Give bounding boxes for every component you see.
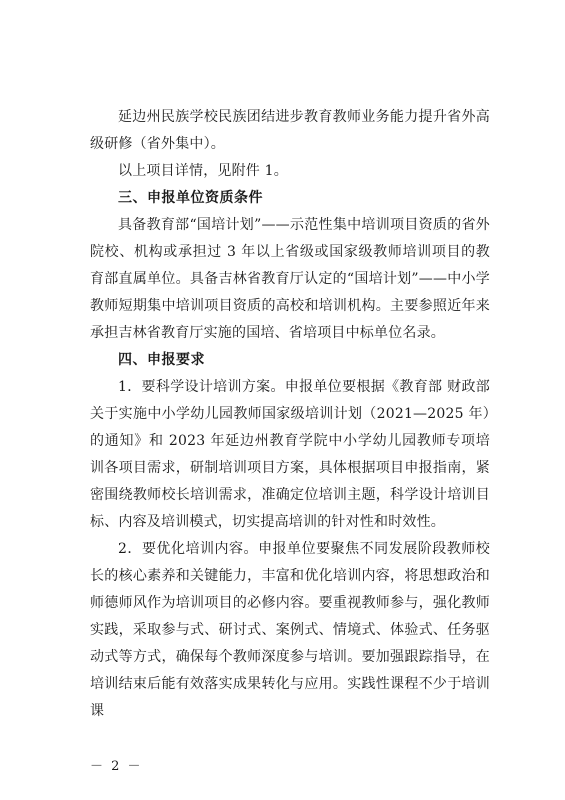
paragraph-attachment-note: 以上项目详情，见附件 1。 — [118, 163, 288, 179]
paragraph-research-item: 延边州民族学校民族团结进步教育教师业务能力提升省外高级研修（省外集中）。 — [90, 109, 490, 152]
section-heading-qualifications: 三、申报单位资质条件 — [118, 190, 263, 206]
page-number: － 2 － — [90, 759, 143, 774]
section-heading-requirements: 四、申报要求 — [118, 352, 205, 368]
document-body — [90, 104, 490, 725]
paragraph-requirement-2: 2．要优化培训内容。申报单位要聚焦不同发展阶段教师校长的核心素养和关键能力，丰富和优化培训内容，将思想政治和师德师风作为培训项目的必修内容。要重视教师参与，强化教师实践，采取参与式、研讨式、案例式、情境式、体验式、任务驱动式等方式，确保每个教师深度参与培训。要加强跟踪指导，在培训结束后能有效落实成果转化与应用。实践性课程不少于培训课 — [90, 541, 490, 719]
paragraph-requirement-1: 1．要科学设计培训方案。申报单位要根据《教育部 财政部关于实施中小学幼儿园教师国家级培训计划（2021—2025 年）的通知》和 2023 年延边州教育学院中小学幼儿园教师专项培训各项目需求，研制培训项目方案，具体根据项目申报指南，紧密围绕教师校长培训需求，准确定位培训主题，科学设计培训目标、内容及培训模式，切实提高培训的针对性和时效性。 — [90, 379, 490, 530]
paragraph-qualifications: 具备教育部“国培计划”——示范性集中培训项目资质的省外院校、机构或承担过 3 年以上省级或国家级教师培训项目的教育部直属单位。具备吉林省教育厅认定的“国培计划”——中小学教师短期集中培训项目资质的高校和培训机构。主要参照近年来承担吉林省教育厅实施的国培、省培项目中标单位名录。 — [90, 217, 490, 341]
